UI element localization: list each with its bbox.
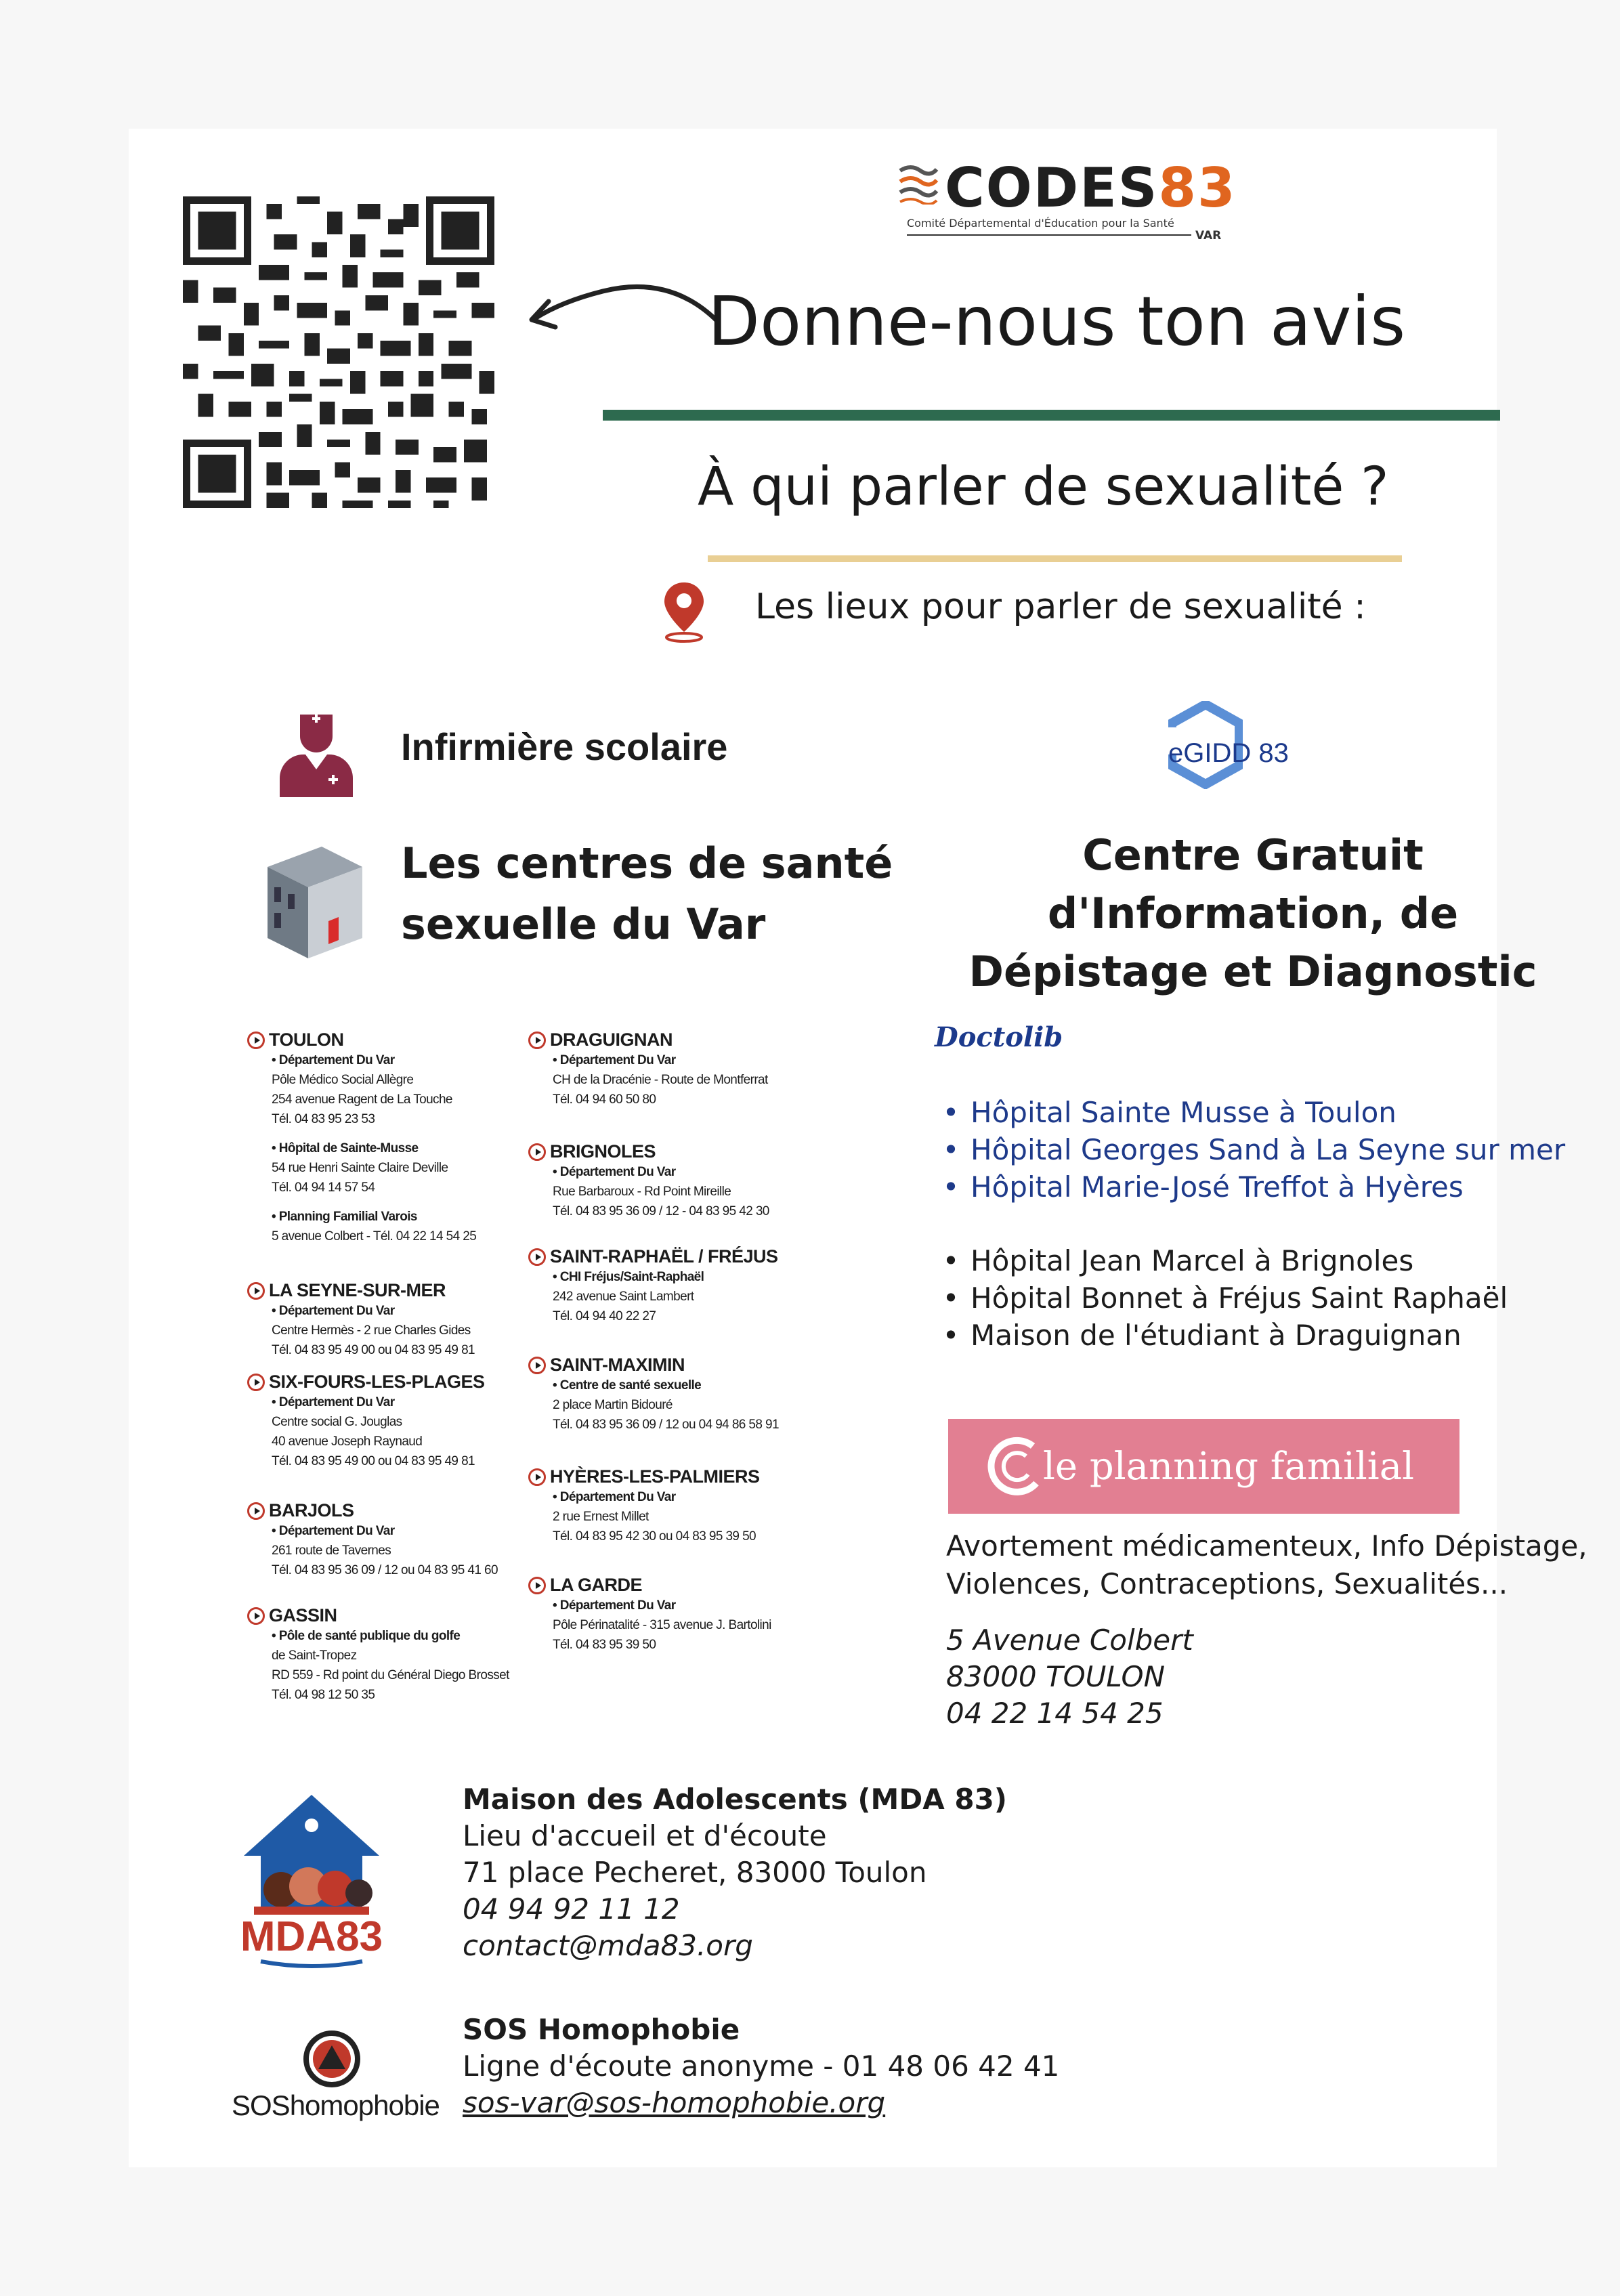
center-detail-line: 2 place Martin Bidouré (553, 1398, 673, 1412)
health-centers-line2: sexuelle du Var (401, 899, 766, 949)
sos-line1: Ligne d'écoute anonyme - 01 48 06 42 41 (463, 2049, 1060, 2083)
codes-wordmark (945, 156, 1237, 219)
city-name (247, 1605, 509, 1626)
other-hospitals-list (931, 1242, 1508, 1354)
health-center-building-icon (261, 840, 369, 962)
planning-familial-description (946, 1527, 1587, 1603)
center-org: • Département Du Var (553, 1490, 676, 1504)
city-block (528, 1466, 760, 1546)
city-name-text: BARJOLS (269, 1500, 354, 1521)
nurse-icon (274, 708, 359, 799)
planning-desc-line2: Violences, Contraceptions, Sexualités... (946, 1567, 1508, 1600)
city-block (528, 1029, 768, 1109)
center-entry (553, 1487, 760, 1546)
places-heading: Les lieux pour parler de sexualité : (755, 587, 1366, 627)
city-name (247, 1029, 476, 1050)
codes-subtitle: Comité Départemental d'Éducation pour la Santé (907, 217, 1174, 230)
center-detail-line: Tél. 04 94 40 22 27 (553, 1309, 656, 1323)
city-block (247, 1280, 475, 1360)
planning-familial-banner-text: le planning familial (1043, 1444, 1414, 1489)
qr-code[interactable] (183, 196, 494, 508)
city-block (528, 1141, 769, 1221)
codes-wave-icon (897, 163, 939, 205)
center-entry (272, 1301, 475, 1360)
codes83-logo (897, 156, 1263, 256)
center-entry (553, 1162, 769, 1221)
center-entry (553, 1376, 779, 1434)
city-name-text: GASSIN (269, 1605, 337, 1625)
center-detail-line: Tél. 04 83 95 23 53 (272, 1112, 375, 1126)
center-detail-line: Pôle Périnatalité - 315 avenue J. Bartolini (553, 1618, 771, 1632)
mda-line1: Lieu d'accueil et d'écoute (463, 1819, 827, 1852)
center-detail-line: Tél. 04 83 95 49 00 ou 04 83 95 49 81 (272, 1454, 475, 1468)
play-circle-icon (528, 1143, 546, 1161)
codes-rule (907, 234, 1191, 236)
center-entry (272, 1393, 485, 1471)
cegidd-title-line1: Centre Gratuit (1082, 830, 1424, 880)
center-detail-line: 242 avenue Saint Lambert (553, 1290, 694, 1304)
mda-line2: 71 place Pecheret, 83000 Toulon (463, 1856, 927, 1889)
center-detail-line: Tél. 04 98 12 50 35 (272, 1688, 375, 1702)
center-org: • Département Du Var (272, 1304, 395, 1318)
location-pin-icon (660, 579, 708, 643)
center-detail-line: Centre Hermès - 2 rue Charles Gides (272, 1323, 471, 1338)
center-org: • Département Du Var (553, 1598, 676, 1613)
city-name-text: LA GARDE (550, 1575, 642, 1595)
city-name-text: HYÈRES-LES-PALMIERS (550, 1466, 760, 1487)
center-entry (272, 1521, 498, 1580)
center-detail-line: Tél. 04 94 14 57 54 (272, 1181, 375, 1195)
city-name (528, 1466, 760, 1487)
planning-addr1: 5 Avenue Colbert (946, 1623, 1193, 1657)
hospital-item: • Hôpital Marie-José Treffot à Hyères (931, 1168, 1565, 1206)
codes-word: CODES (945, 156, 1159, 219)
planning-addr2: 83000 TOULON (946, 1660, 1165, 1693)
city-name-text: TOULON (269, 1029, 344, 1050)
play-circle-icon (528, 1357, 546, 1374)
sos-homophobie-logo-icon (298, 2025, 366, 2093)
hospital-item: • Hôpital Georges Sand à La Seyne sur mer (931, 1131, 1565, 1168)
mda-email[interactable]: contact@mda83.org (463, 1929, 753, 1962)
cegidd-title-line2: d'Information, de (1047, 889, 1459, 938)
play-circle-icon (247, 1607, 265, 1625)
city-block (247, 1500, 498, 1580)
doctolib-logo: Doctolib (935, 1021, 1063, 1053)
city-name (528, 1029, 768, 1050)
center-detail-line: 40 avenue Joseph Raynaud (272, 1434, 423, 1449)
planning-familial-logo-icon (982, 1432, 1050, 1500)
planning-familial-banner[interactable] (948, 1419, 1459, 1514)
health-centers-heading (401, 833, 916, 955)
center-entry (272, 1139, 476, 1197)
center-detail-line: Tél. 04 83 95 36 09 / 12 ou 04 83 95 41 60 (272, 1563, 498, 1577)
play-circle-icon (528, 1577, 546, 1594)
hospital-item: • Hôpital Jean Marcel à Brignoles (931, 1242, 1508, 1279)
city-name (247, 1280, 475, 1301)
sos-contact-block (463, 2012, 1059, 2121)
city-name-text: BRIGNOLES (550, 1141, 656, 1162)
center-org: • Département Du Var (553, 1053, 676, 1067)
page-title: Donne-nous ton avis (708, 282, 1406, 361)
cities-column-1 (247, 1029, 518, 1734)
center-entry (272, 1207, 476, 1246)
center-org: • Hôpital de Sainte-Musse (272, 1141, 419, 1155)
mda-title: Maison des Adolescents (MDA 83) (463, 1783, 1007, 1816)
hospital-item: • Hôpital Sainte Musse à Toulon (931, 1094, 1565, 1131)
center-detail-line: de Saint-Tropez (272, 1649, 357, 1663)
city-block (247, 1029, 476, 1246)
codes-region: VAR (1195, 229, 1222, 242)
sos-title: SOS Homophobie (463, 2013, 740, 2046)
city-name (528, 1355, 779, 1376)
center-detail-line: Pôle Médico Social Allègre (272, 1073, 414, 1087)
city-name-text: SAINT-MAXIMIN (550, 1355, 685, 1375)
city-name (528, 1141, 769, 1162)
cities-column-2 (528, 1029, 840, 1707)
center-detail-line: Centre social G. Jouglas (272, 1415, 402, 1429)
center-detail-line: 261 route de Tavernes (272, 1544, 391, 1558)
center-detail-line: Tél. 04 83 95 39 50 (553, 1638, 656, 1652)
play-circle-icon (247, 1032, 265, 1049)
planning-desc-line1: Avortement médicamenteux, Info Dépistage, (946, 1529, 1587, 1562)
play-circle-icon (528, 1032, 546, 1049)
center-entry (272, 1626, 509, 1705)
city-block (528, 1575, 771, 1655)
mda83-logo-text: MDA83 (240, 1913, 383, 1960)
center-org: • Département Du Var (553, 1165, 676, 1179)
city-name-text: SIX-FOURS-LES-PLAGES (269, 1372, 485, 1392)
city-name-text: DRAGUIGNAN (550, 1029, 673, 1050)
center-entry (272, 1050, 476, 1129)
codes-number: 83 (1158, 156, 1237, 219)
doctolib-hospitals-list (931, 1094, 1565, 1206)
center-detail-line: 54 rue Henri Sainte Claire Deville (272, 1161, 448, 1175)
city-name (528, 1575, 771, 1596)
planning-phone[interactable]: 04 22 14 54 25 (946, 1697, 1164, 1730)
center-org: • Planning Familial Varois (272, 1210, 417, 1224)
curved-arrow-icon (521, 268, 725, 349)
city-name-text: LA SEYNE-SUR-MER (269, 1280, 446, 1300)
city-block (247, 1372, 485, 1471)
cegidd-logo-text: eGIDD 83 (1168, 738, 1289, 768)
center-detail-line: Tél. 04 94 60 50 80 (553, 1092, 656, 1107)
center-org: • Département Du Var (272, 1053, 395, 1067)
cegidd-title-line3: Dépistage et Diagnostic (968, 947, 1537, 996)
school-nurse-heading: Infirmière scolaire (401, 725, 728, 768)
city-name (247, 1500, 498, 1521)
center-detail-line: RD 559 - Rd point du Général Diego Brosset (272, 1668, 509, 1682)
center-org: • CHI Fréjus/Saint-Raphaël (553, 1270, 704, 1284)
play-circle-icon (528, 1248, 546, 1266)
play-circle-icon (247, 1502, 265, 1520)
center-org: • Département Du Var (272, 1524, 395, 1538)
center-entry (553, 1596, 771, 1655)
center-detail-line: 254 avenue Ragent de La Touche (272, 1092, 452, 1107)
title-divider (603, 410, 1500, 421)
city-block (528, 1246, 778, 1326)
center-org: • Pôle de santé publique du golfe (272, 1629, 461, 1643)
sos-homophobie-logo-text: SOShomophobie (232, 2089, 440, 2121)
mda-contact-block (463, 1781, 1007, 1964)
center-detail-line: Tél. 04 83 95 49 00 ou 04 83 95 49 81 (272, 1343, 475, 1357)
subtitle-divider (708, 555, 1402, 562)
play-circle-icon (528, 1468, 546, 1486)
page-subtitle: À qui parler de sexualité ? (698, 456, 1389, 517)
center-org: • Centre de santé sexuelle (553, 1378, 702, 1393)
center-detail-line: Tél. 04 83 95 36 09 / 12 ou 04 94 86 58 91 (553, 1418, 779, 1432)
center-entry (553, 1267, 778, 1326)
play-circle-icon (247, 1374, 265, 1391)
city-block (247, 1605, 509, 1705)
center-entry (553, 1050, 768, 1109)
play-circle-icon (247, 1282, 265, 1300)
center-detail-line: Tél. 04 83 95 42 30 ou 04 83 95 39 50 (553, 1529, 756, 1544)
center-org: • Département Du Var (272, 1395, 395, 1409)
city-block (528, 1355, 779, 1434)
city-name (528, 1246, 778, 1267)
center-detail-line: 2 rue Ernest Millet (553, 1510, 649, 1524)
cegidd-title (935, 826, 1571, 1001)
mda83-logo (234, 1788, 389, 1978)
planning-familial-address (946, 1622, 1193, 1732)
sos-email[interactable]: sos-var@sos-homophobie.org (463, 2086, 886, 2119)
hospital-item: • Maison de l'étudiant à Draguignan (931, 1317, 1508, 1354)
center-detail-line: CH de la Dracénie - Route de Montferrat (553, 1073, 768, 1087)
center-detail-line: Tél. 04 83 95 36 09 / 12 - 04 83 95 42 30 (553, 1204, 769, 1218)
city-name (247, 1372, 485, 1393)
health-centers-line1: Les centres de santé (401, 838, 893, 888)
center-detail-line: Rue Barbaroux - Rd Point Mireille (553, 1185, 731, 1199)
center-detail-line: 5 avenue Colbert - Tél. 04 22 14 54 25 (272, 1229, 477, 1243)
city-name-text: SAINT-RAPHAËL / FRÉJUS (550, 1246, 778, 1267)
mda-phone[interactable]: 04 94 92 11 12 (463, 1892, 680, 1926)
hospital-item: • Hôpital Bonnet à Fréjus Saint Raphaël (931, 1279, 1508, 1317)
